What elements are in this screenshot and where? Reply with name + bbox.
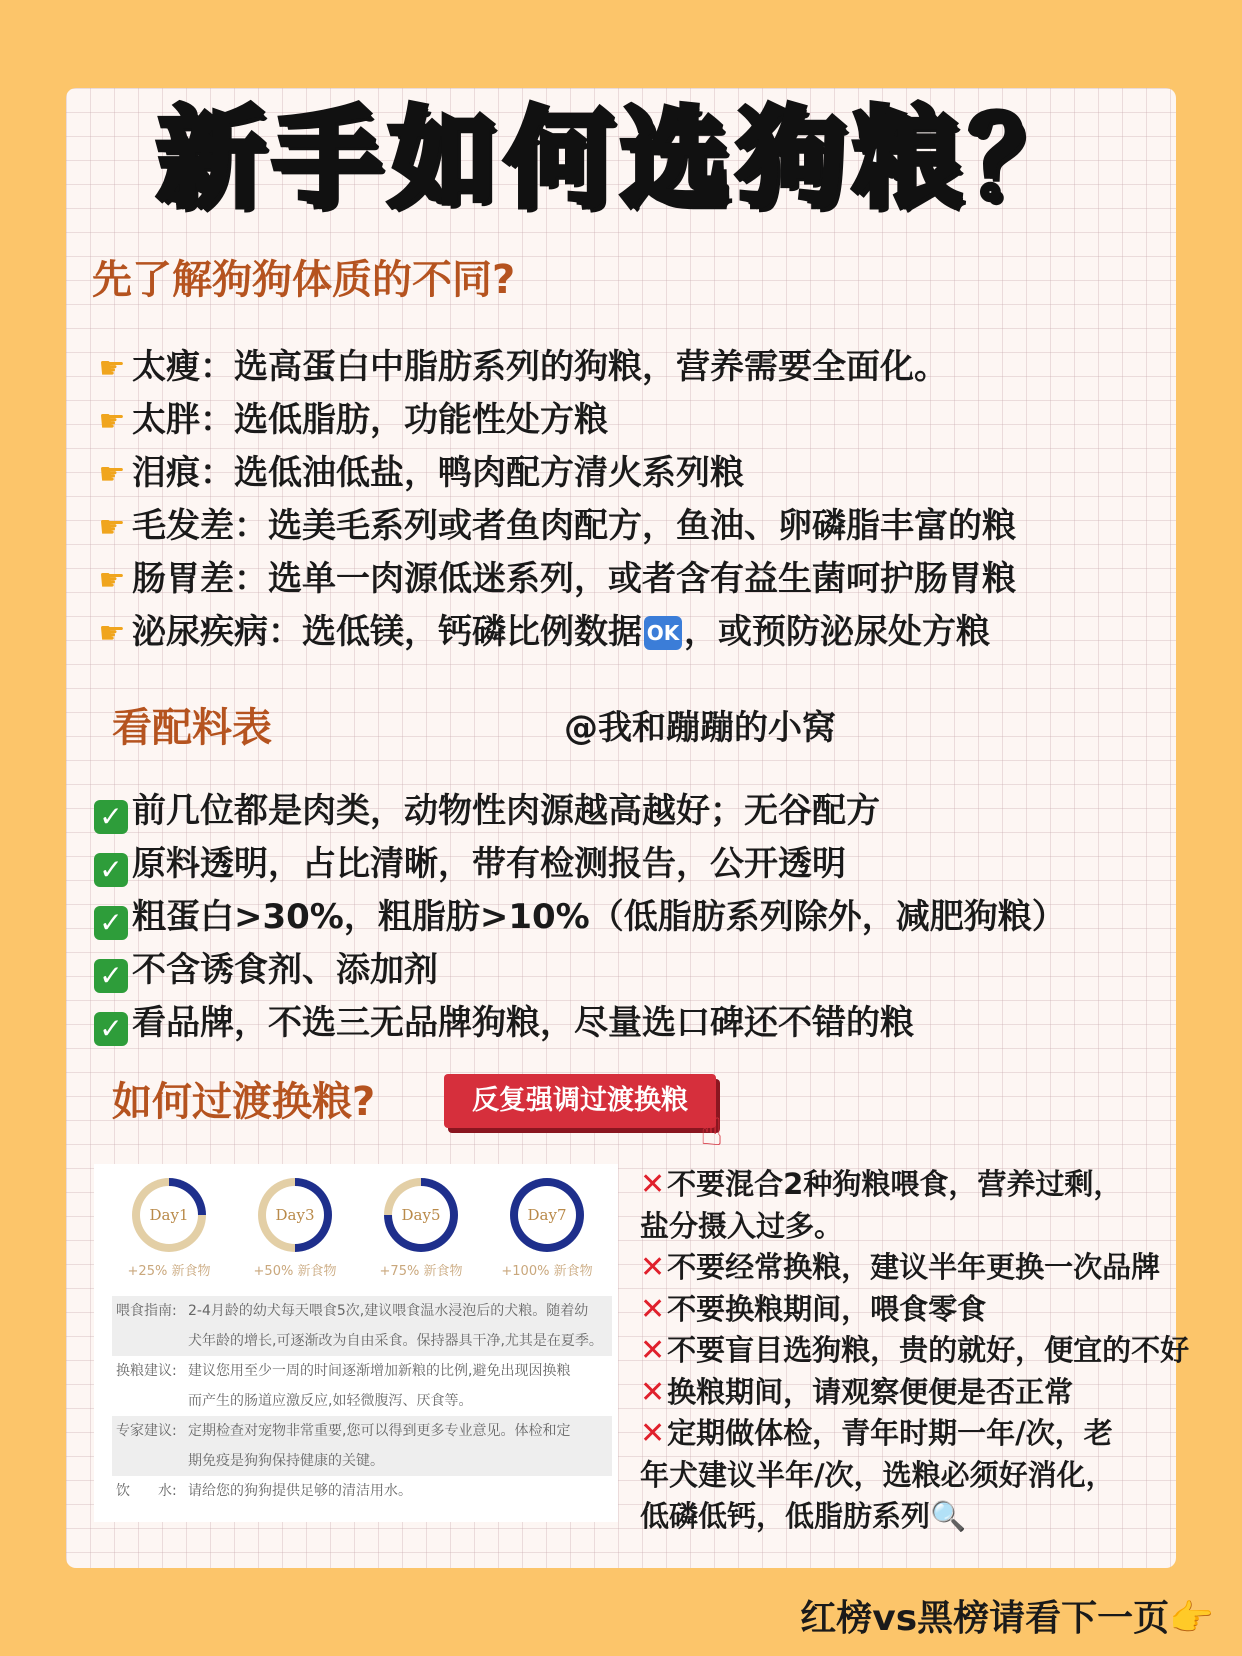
- progress-ring: [132, 1178, 206, 1252]
- guide-label: 喂食指南:: [116, 1303, 177, 1319]
- check-icon: ✓: [94, 1012, 128, 1046]
- day-label: Day7: [518, 1186, 576, 1244]
- day-progress: [114, 1178, 224, 1279]
- day-label: Day1: [140, 1186, 198, 1244]
- guide-line: 定期检查对宠物非常重要,您可以得到更多专业意见。体检和定: [188, 1423, 571, 1439]
- check-icon: ✓: [94, 800, 128, 834]
- feeding-guide-image: [94, 1164, 618, 1522]
- pointing-hand-icon: ☛: [98, 616, 126, 651]
- transition-tip: ✕定期做体检，青年时期一年/次，老: [640, 1416, 1113, 1451]
- day-progress: [492, 1178, 602, 1279]
- body-type-item: ☛ 太胖：选低脂肪，功能性处方粮: [94, 397, 608, 445]
- guide-row: [112, 1416, 612, 1476]
- ingredient-item: ✓ 原料透明，占比清晰，带有检测报告，公开透明: [94, 841, 846, 887]
- transition-days: [94, 1178, 618, 1288]
- body-type-item: ☛ 肠胃差：选单一肉源低迷系列，或者含有益生菌呵护肠胃粮: [94, 556, 1016, 604]
- guide-line: 建议您用至少一周的时间逐渐增加新粮的比例,避免出现因换粮: [188, 1363, 571, 1379]
- section-body-type-heading: 先了解狗狗体质的不同?: [92, 257, 516, 303]
- click-pointer-icon: ☝: [700, 1110, 724, 1154]
- guide-label: 专家建议:: [116, 1423, 177, 1439]
- cross-icon: ✕: [640, 1292, 666, 1327]
- body-type-item: ☛ 太瘦：选高蛋白中脂肪系列的狗粮，营养需要全面化。: [94, 344, 948, 392]
- guide-row: [112, 1356, 612, 1416]
- cross-icon: ✕: [640, 1333, 666, 1368]
- guide-line: 而产生的肠道应激反应,如轻微腹泻、厌食等。: [188, 1393, 473, 1409]
- guide-row: [112, 1476, 612, 1506]
- pointing-hand-icon: ☛: [98, 351, 126, 386]
- progress-ring: [258, 1178, 332, 1252]
- day-progress: [240, 1178, 350, 1279]
- guide-text: [188, 1296, 612, 1356]
- transition-tip: 低磷低钙，低脂肪系列🔍: [640, 1499, 967, 1533]
- transition-tip: 盐分摄入过多。: [640, 1209, 844, 1243]
- day-caption: +25% 新食物: [127, 1264, 211, 1279]
- body-type-item: ☛ 泌尿疾病：选低镁，钙磷比例数据 OK ，或预防泌尿处方粮: [94, 609, 990, 657]
- day-caption: +50% 新食物: [253, 1264, 337, 1279]
- day-label: Day5: [392, 1186, 450, 1244]
- transition-tip: ✕不要盲目选狗粮，贵的就好，便宜的不好: [640, 1333, 1190, 1368]
- emphasis-ribbon: 反复强调过渡换粮: [444, 1074, 716, 1128]
- pointing-hand-icon: ☛: [98, 563, 126, 598]
- ok-badge-icon: OK: [644, 616, 682, 650]
- guide-line: 犬年龄的增长,可逐渐改为自由采食。保持器具干净,尤其是在夏季。: [188, 1333, 603, 1349]
- ingredient-item: ✓ 粗蛋白>30%，粗脂肪>10%（低脂肪系列除外，减肥狗粮）: [94, 894, 1066, 940]
- pointing-hand-icon: ☛: [98, 457, 126, 492]
- guide-text: [188, 1416, 612, 1476]
- day-label: Day3: [266, 1186, 324, 1244]
- page-title: 新手如何选狗粮？: [156, 97, 1085, 222]
- cross-icon: ✕: [640, 1416, 666, 1451]
- cross-icon: ✕: [640, 1375, 666, 1410]
- ingredient-item: ✓ 不含诱食剂、添加剂: [94, 947, 438, 993]
- transition-tip: ✕换粮期间，请观察便便是否正常: [640, 1375, 1074, 1410]
- check-icon: ✓: [94, 959, 128, 993]
- ingredient-item: ✓ 前几位都是肉类，动物性肉源越高越好；无谷配方: [94, 788, 880, 834]
- guide-text: [188, 1356, 612, 1416]
- check-icon: ✓: [94, 906, 128, 940]
- day-progress: [366, 1178, 476, 1279]
- guide-row: [112, 1296, 612, 1356]
- guide-line: 2-4月龄的幼犬每天喂食5次,建议喂食温水浸泡后的犬粮。随着幼: [188, 1303, 589, 1319]
- section-transition-heading: 如何过渡换粮?: [112, 1079, 376, 1125]
- progress-ring: [510, 1178, 584, 1252]
- guide-label: 换粮建议:: [116, 1363, 177, 1379]
- section-ingredients-heading: 看配料表: [112, 705, 272, 751]
- guide-text: [188, 1476, 612, 1506]
- next-page-hint: 红榜vs黑榜请看下一页👉: [800, 1598, 1214, 1639]
- day-caption: +100% 新食物: [501, 1264, 593, 1279]
- guide-line: 请给您的狗狗提供足够的清洁用水。: [188, 1483, 412, 1499]
- body-type-item: ☛ 毛发差：选美毛系列或者鱼肉配方，鱼油、卵磷脂丰富的粮: [94, 503, 1016, 551]
- transition-tip: ✕不要经常换粮，建议半年更换一次品牌: [640, 1250, 1161, 1285]
- guide-label: 饮 水:: [116, 1483, 177, 1499]
- cross-icon: ✕: [640, 1250, 666, 1285]
- guide-line: 期免疫是狗狗保持健康的关键。: [188, 1453, 384, 1469]
- body-type-item: ☛ 泪痕：选低油低盐，鸭肉配方清火系列粮: [94, 450, 744, 498]
- pointing-hand-icon: ☛: [98, 404, 126, 439]
- day-caption: +75% 新食物: [379, 1264, 463, 1279]
- check-icon: ✓: [94, 853, 128, 887]
- cross-icon: ✕: [640, 1167, 666, 1202]
- transition-tip: ✕不要混合2种狗粮喂食，营养过剩，: [640, 1167, 1123, 1202]
- ingredient-item: ✓ 看品牌，不选三无品牌狗粮，尽量选口碑还不错的粮: [94, 1000, 914, 1046]
- transition-tip: ✕不要换粮期间，喂食零食: [640, 1292, 987, 1327]
- feeding-guide-table: [112, 1296, 612, 1506]
- pointing-hand-icon: ☛: [98, 510, 126, 545]
- progress-ring: [384, 1178, 458, 1252]
- transition-tip: 年犬建议半年/次，选粮必须好消化，: [640, 1458, 1115, 1492]
- author-watermark: @我和蹦蹦的小窝: [564, 708, 836, 748]
